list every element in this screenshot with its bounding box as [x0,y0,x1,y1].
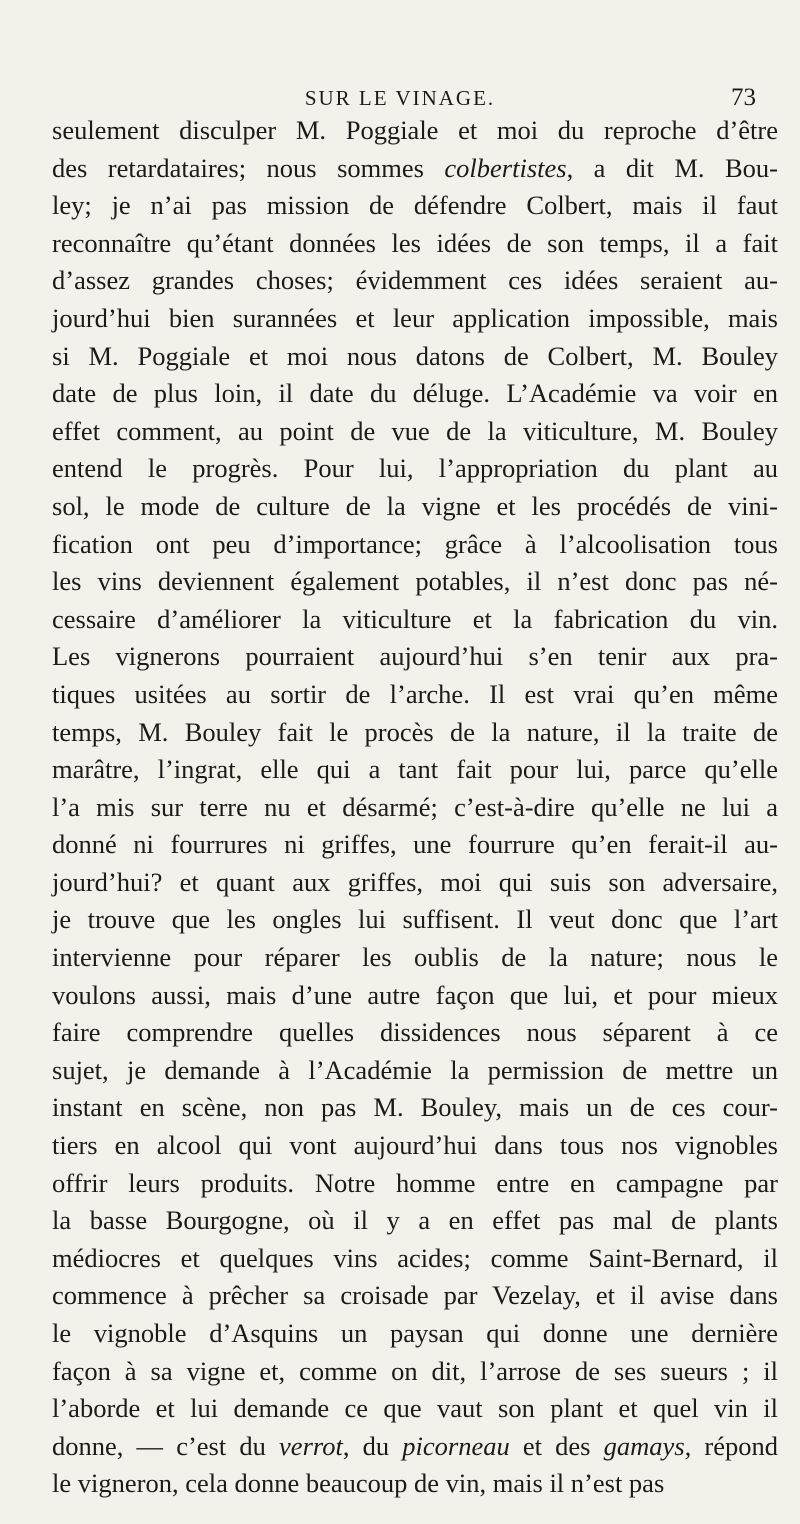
text-line [52,375,778,413]
text-segment: répond [691,1430,779,1461]
text-line [52,413,778,451]
text-segment: voulons aussi, mais d’une autre façon que lui, et pour mieux [52,979,778,1010]
text-segment: tiques usitées au sortir de l’arche. Il est vrai qu’en même [52,678,778,709]
text-line [52,1390,778,1428]
text-line [52,1052,778,1090]
text-line [52,1165,778,1203]
text-segment: ley; je n’ai pas mission de défendre Colbert, mais il faut [52,190,778,221]
text-segment: donné ni fourrures ni griffes, une fourrure qu’en ferait-il au- [52,829,778,860]
text-segment: marâtre, l’ingrat, elle qui a tant fait pour lui, parce qu’elle [52,754,778,785]
text-segment: , a dit M. Bou- [566,152,778,183]
text-line [52,150,778,188]
text-segment: cessaire d’améliorer la viticulture et la fabrication du vin. [52,603,778,634]
text-line [52,1428,778,1466]
text-segment: fication ont peu d’importance; grâce à l’alcoolisation tous [52,528,778,559]
text-line [52,1202,778,1240]
text-line [52,1089,778,1127]
text-segment: jourd’hui? et quant aux griffes, moi qui suis son adversaire, [52,866,778,897]
text-line [52,1277,778,1315]
text-line [52,638,778,676]
text-segment: temps, M. Bouley fait le procès de la nature, il la traite de [52,716,778,747]
text-line [52,1465,778,1503]
text-segment: l’aborde et lui demande ce que vaut son plant et quel vin il [52,1393,778,1424]
text-line [52,526,778,564]
text-line [52,262,778,300]
italic-term: colbertistes [444,152,567,183]
text-segment: , du [342,1430,403,1461]
text-line [52,225,778,263]
text-line [52,939,778,977]
text-line [52,1353,778,1391]
italic-term: verrot [279,1430,343,1461]
text-line [52,488,778,526]
page-number: 73 [731,84,756,111]
text-segment: l’a mis sur terre nu et désarmé; c’est-à-dire qu’elle ne lui a [52,791,778,822]
text-line [52,601,778,639]
text-segment: donne, — c’est du [52,1430,280,1461]
text-line [52,1240,778,1278]
text-segment: si M. Poggiale et moi nous datons de Colbert, M. Bouley [52,340,778,371]
text-segment: jourd’hui bien surannées et leur application impossible, mais [52,302,778,333]
text-line [52,1127,778,1165]
italic-term: gamays, [603,1430,692,1461]
text-line [52,1315,778,1353]
text-segment: médiocres et quelques vins acides; comme Saint-Bernard, il [52,1242,778,1273]
text-line [52,563,778,601]
text-line [52,338,778,376]
text-segment: le vigneron, cela donne beaucoup de vin, mais il n’est pas [52,1468,665,1499]
text-segment: faire comprendre quelles dissidences nous séparent à ce [52,1017,778,1048]
text-segment: tiers en alcool qui vont aujourd’hui dans tous nos vignobles [52,1130,778,1161]
text-segment: offrir leurs produits. Notre homme entre en campagne par [52,1167,778,1198]
text-segment: le vignoble d’Asquins un paysan qui donne une dernière [52,1318,778,1348]
text-segment: date de plus loin, il date du déluge. L’Académie va voir en [52,378,778,409]
text-segment: effet comment, au point de vue de la viticulture, M. Bouley [52,415,778,446]
text-line [52,676,778,714]
italic-term: picorneau [402,1430,510,1461]
text-segment: Les vignerons pourraient aujourd’hui s’en tenir aux pra- [52,641,778,672]
text-segment: sol, le mode de culture de la vigne et les procédés de vini- [52,490,778,521]
text-line [52,901,778,939]
text-segment: façon à sa vigne et, comme on dit, l’arrose de ses sueurs ; il [52,1355,778,1386]
text-line [52,112,778,150]
text-line [52,826,778,864]
text-segment: seulement disculper M. Poggiale et moi du reproche d’être [52,115,778,145]
text-segment: instant en scène, non pas M. Bouley, mais un de ces cour- [52,1092,778,1123]
text-segment: d’assez grandes choses; évidemment ces idées seraient au- [52,265,778,296]
page-header [0,80,800,116]
text-line [52,864,778,902]
text-segment: je trouve que les ongles lui suffisent. Il veut donc que l’art [52,904,778,935]
text-segment: commence à prêcher sa croisade par Vezelay, et il avise dans [52,1280,778,1311]
body-text [52,112,778,1503]
text-line [52,977,778,1015]
text-segment: et des [509,1430,604,1461]
text-segment: des retardataires; nous sommes [52,152,445,183]
text-segment: intervienne pour réparer les oublis de la nature; nous le [52,942,778,973]
text-segment: entend le progrès. Pour lui, l’appropriation du plant au [52,453,778,484]
text-line [52,300,778,338]
running-head: SUR LE VINAGE. [304,86,496,110]
text-line [52,751,778,789]
text-segment: sujet, je demande à l’Académie la permission de mettre un [52,1054,778,1085]
text-line [52,789,778,827]
text-line [52,1014,778,1052]
text-line [52,714,778,752]
text-segment: la basse Bourgogne, où il y a en effet pas mal de plants [52,1205,778,1236]
text-line [52,187,778,225]
text-segment: les vins deviennent également potables, il n’est donc pas né- [52,566,778,597]
text-segment: reconnaître qu’étant données les idées de son temps, il a fait [52,227,778,258]
text-line [52,450,778,488]
